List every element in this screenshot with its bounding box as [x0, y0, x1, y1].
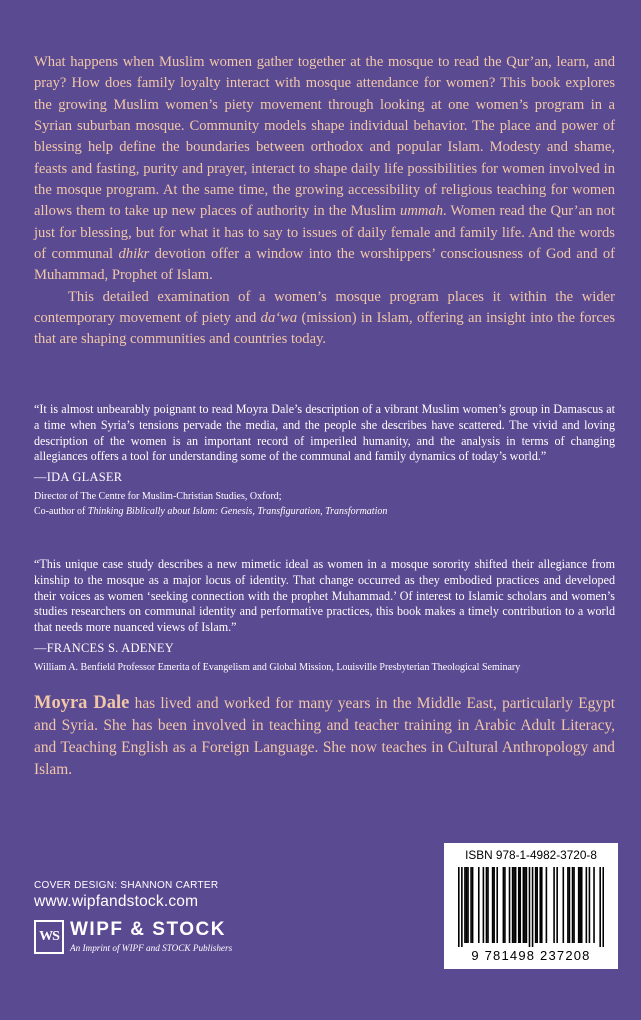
barcode-bar — [581, 867, 583, 943]
barcode-bar — [464, 867, 466, 943]
barcode-bar — [523, 867, 525, 943]
barcode-bar — [513, 867, 515, 943]
barcode-digits: 9 781498 237208 — [471, 948, 591, 963]
barcode-icon — [458, 867, 604, 947]
isbn-label: ISBN 978-1-4982-3720-8 — [465, 848, 597, 862]
barcode-bar — [509, 867, 511, 943]
barcode-bar — [483, 867, 485, 943]
ws-logo-icon: WS — [34, 920, 64, 954]
endorsement-glaser — [34, 402, 615, 520]
barcode-bar — [504, 867, 506, 943]
author-bio — [34, 692, 615, 781]
barcode-bar — [556, 867, 558, 943]
barcode-bar — [563, 867, 565, 943]
barcode-panel — [444, 843, 618, 969]
description-text: . Women read the Qur’an not just for blessing, but for what it has to say to issues of daily female and family life. And the words of communal — [34, 203, 616, 263]
endorser-title: William A. Benfield Professor Emerita of Evangelism and Global Mission, Louisville Presbyterian Theological Seminary — [34, 661, 521, 673]
barcode-bar — [496, 867, 498, 943]
barcode-bar — [503, 867, 505, 943]
barcode-bar — [524, 867, 526, 943]
barcode-bar — [458, 867, 460, 947]
endorser-book-title: Thinking Biblically about Islam: Genesis, Transfiguration, Transformation — [87, 506, 388, 518]
barcode-bar — [470, 867, 472, 943]
publisher-logo-text — [70, 920, 232, 954]
barcode-bar — [526, 867, 528, 943]
barcode-bar — [599, 867, 601, 947]
barcode-bar — [567, 867, 569, 943]
barcode-bar — [573, 867, 575, 943]
barcode-bar — [569, 867, 571, 943]
barcode-bar — [529, 867, 531, 947]
barcode-bar — [546, 867, 548, 943]
description-text: What happens when Muslim women gather together at the mosque to read the Qur’an, learn, and pray? How does family loyalty interact with mosque attendance for women? This book explores the growing Muslim women’s piety movement through looking at one women’s program in a Syrian suburban mosque. Community models shape individual behavior. The place and power of blessing help define the boundaries between orthodox and popular Islam. Modesty and shame, feasts and fasting, purity and prayer, interact to shape daily life possibilities for women involved in the mosque program. At the same time, the growing accessibility of religious teaching for women allows them to take up new places of authority in the Muslim — [34, 54, 615, 220]
endorser-name: —IDA GLASER — [34, 470, 123, 485]
barcode-bar — [579, 867, 581, 943]
barcode-bar — [512, 867, 514, 943]
barcode-bar — [486, 867, 488, 943]
barcode-bar — [539, 867, 541, 943]
barcode-bar — [492, 867, 494, 943]
barcode-bar — [535, 867, 537, 943]
endorser-credit — [34, 504, 615, 520]
barcode-bar — [593, 867, 595, 943]
barcode-bar — [586, 867, 588, 943]
description-text: (mission) in Islam, offering an insight into the forces that are shaping communities and countries today. — [34, 310, 615, 348]
barcode-bar — [461, 867, 463, 947]
endorser-name: —FRANCES S. ADENEY — [34, 640, 174, 655]
barcode-bar — [467, 867, 469, 943]
barcode-bar — [572, 867, 574, 943]
term-ummah: ummah — [400, 203, 444, 220]
author-bio-text: has lived and worked for many years in the Middle East, particularly Egypt and Syria. She has been involved in teaching and teacher training in Arabic Adult Literacy, and Teaching English as a Foreign Language. She now teaches in Cultural Anthropology and Islam. — [34, 695, 615, 778]
endorser-title: Director of The Centre for Muslim-Christian Studies, Oxford; — [34, 490, 282, 502]
barcode-bar — [518, 867, 520, 943]
barcode-bar — [478, 867, 480, 943]
author-name: Moyra Dale — [34, 693, 130, 713]
term-dawa: da‘wa — [260, 310, 298, 327]
barcode-bar — [487, 867, 489, 943]
endorsement-adeney — [34, 557, 615, 675]
barcode-bar — [493, 867, 495, 943]
barcode-bar — [536, 867, 538, 943]
cover-design-credit: COVER DESIGN: SHANNON CARTER — [34, 880, 219, 891]
barcode-bar — [553, 867, 555, 943]
barcode-bar — [515, 867, 517, 943]
barcode-bar — [589, 867, 591, 943]
description-text: devotion offer a window into the worshippers’ consciousness of God and of Muhammad, Prophet of Islam. — [34, 246, 615, 284]
barcode-bar — [578, 867, 580, 943]
barcode-bar — [602, 867, 604, 947]
book-description — [34, 52, 615, 351]
publisher-name: WIPF & STOCK — [70, 919, 226, 940]
publisher-logo — [34, 920, 232, 954]
term-dhikr: dhikr — [118, 246, 150, 263]
endorsement-quote: “It is almost unbearably poignant to read Moyra Dale’s description of a vibrant Muslim women’s group in Damascus at a time when Syria’s tensions pervade the media, and the people she describes have scattered. The vivid and loving description of the women is an important record of imperiled humanity, and the analysis in terms of changing allegiances offers a tool for understanding some of the communal and family dynamics of today’s world.” — [34, 402, 615, 464]
credits — [34, 880, 218, 911]
publisher-website: www.wipfandstock.com — [34, 893, 199, 910]
publisher-tagline: An Imprint of WIPF and STOCK Publishers — [70, 943, 233, 953]
endorser-credit-prefix: Co-author of — [34, 506, 88, 518]
barcode-bar — [466, 867, 468, 943]
barcode-bar — [472, 867, 474, 943]
description-text: This detailed examination of a women’s mosque program places it within the wider contemporary movement of piety and — [34, 288, 615, 327]
description-paragraph-2 — [34, 287, 615, 351]
barcode-bar — [532, 867, 534, 947]
barcode-bar — [519, 867, 521, 943]
barcode-bar — [541, 867, 543, 943]
endorsement-quote: “This unique case study describes a new mimetic ideal as women in a mosque sorority shifted their allegiance from kinship to the mosque as a major locus of identity. That change occurred as they embodied practices and developed their voices as women ‘seeking connection with the prophet Muhammad.’ Of interest to Islamic scholars and women’s studies researchers on communal identity and performative practices, this book makes a timely contribution to a world that needs more nuanced views of Islam.” — [34, 557, 615, 635]
description-paragraph-1 — [34, 52, 615, 287]
